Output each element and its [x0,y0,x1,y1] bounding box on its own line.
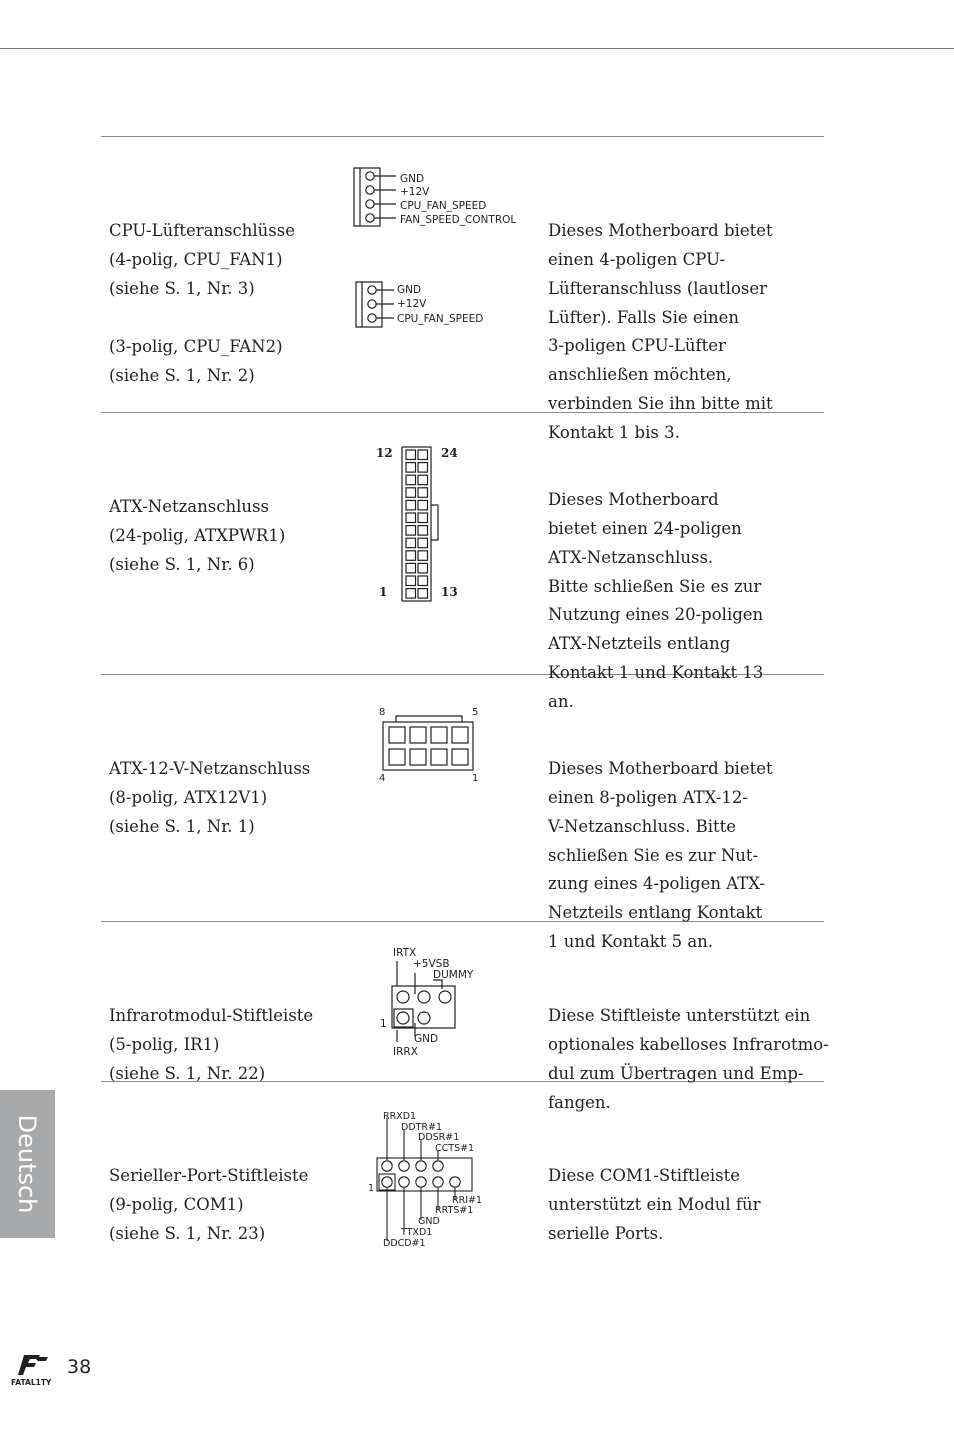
atx-pin-cell [418,500,428,510]
pin-label: +5VSB [413,958,450,970]
section-divider [101,136,824,137]
atx-pin-cell [406,538,416,548]
section-description: Dieses Motherboard bietet einen 4-poligen CPU- Lüfteranschluss (lautloser Lüfter). Falls Sie einen 3-poligen CPU-Lüfter anschließen möchten, verbinden Sie ihn bitte mit Kontakt 1 bis 3. [548,220,773,443]
atx-pin-cell [406,576,416,586]
logo-text: FATAL1TY [11,1378,52,1387]
pin-label: GND [414,1033,439,1045]
atx-pin-cell [406,589,416,599]
section-label-secondary: (3-polig, CPU_FAN2) (siehe S. 1, Nr. 2) [109,336,283,385]
pin-label: FAN_SPEED_CONTROL [400,214,517,226]
pin-label: DDCD#1 [383,1238,426,1249]
atx-pin-cell [418,450,428,460]
top-rule [0,48,954,49]
atx-pin-cell [406,488,416,498]
fatal1ty-logo [10,1353,62,1389]
pin-label: 1 [368,1183,375,1194]
pin-label: 1 [472,773,479,784]
pin-label: +12V [397,298,427,310]
section-description: Diese Stiftleiste unterstützt ein optionales kabelloses Infrarotmo- dul zum Übertragen und Emp- fangen. [548,1005,829,1112]
pin-label: IRRX [393,1046,418,1058]
pin-label: DDSR#1 [418,1132,460,1143]
side-tab-label: Deutsch [13,1114,41,1214]
pin-label: RRI#1 [452,1195,483,1206]
com1-header-diagram [366,1108,486,1250]
section-label: ATX-Netzanschluss (24-polig, ATXPWR1) (siehe S. 1, Nr. 6) [109,496,286,574]
section-description: Dieses Motherboard bietet einen 8-poligen ATX-12- V-Netzanschluss. Bitte schließen Sie es zur Nut- zung eines 4-poligen ATX- Netzteils entlang Kontakt 1 und Kontakt 5 an. [548,758,773,952]
cpu-fan-3pin-diagram [352,279,502,331]
pin-label: IRTX [393,947,417,959]
language-side-tab [0,1090,55,1238]
pin-label: RRTS#1 [435,1205,474,1216]
atx-pin-cell [406,513,416,523]
pin-label: CCTS#1 [435,1143,475,1154]
pin-label: 12 [376,446,393,460]
cpu-fan-4pin-diagram [350,164,520,230]
atx-pin-cell [418,513,428,523]
pin-label: 4 [379,773,386,784]
atx-pin-cell [418,589,428,599]
pin-label: 1 [379,585,388,599]
atx-pin-cell [418,551,428,561]
pin-label: TTXD1 [401,1227,433,1238]
section-description: Diese COM1-Stiftleiste unterstützt ein Modul für serielle Ports. [548,1165,761,1243]
pin-label: 5 [472,707,479,718]
atx-pin-cell [418,576,428,586]
section-label: ATX-12-V-Netzanschluss (8-polig, ATX12V1) (siehe S. 1, Nr. 1) [109,758,311,836]
pin-label: CPU_FAN_SPEED [400,200,487,212]
pin-label: RRXD1 [383,1111,417,1122]
atx-pin-cell [406,500,416,510]
atx-pin-cell [418,526,428,536]
pin-label: 13 [441,585,458,599]
page-number: 38 [67,1356,92,1378]
pin-label: DDTR#1 [401,1122,443,1133]
pin-label: CPU_FAN_SPEED [397,313,484,325]
section-description: Dieses Motherboard bietet einen 24-poligen ATX-Netzanschluss. Bitte schließen Sie es zur Nutzung eines 20-poligen ATX-Netzteils entlang Kontakt 1 und Kontakt 13 an. [548,489,764,712]
pin-label: 8 [379,707,386,718]
atx-pin-cell [406,551,416,561]
atx-pin-cell [406,526,416,536]
pin-label: GND [400,173,425,185]
pin-label: DUMMY [433,969,474,981]
atx-pin-cell [418,563,428,573]
atx-24pin-diagram [370,442,465,607]
section-label: Infrarotmodul-Stiftleiste (5-polig, IR1) (siehe S. 1, Nr. 22) [109,1005,314,1083]
atx-pin-cell [406,450,416,460]
atx-pin-cell [406,475,416,485]
section-label: Serieller-Port-Stiftleiste (9-polig, COM1) (siehe S. 1, Nr. 23) [109,1165,309,1243]
section-label: CPU-Lüfteranschlüsse (4-polig, CPU_FAN1) (siehe S. 1, Nr. 3) [109,220,296,298]
ir-header-diagram [372,944,492,1058]
pin-label: GND [418,1216,440,1227]
atx-pin-cell [406,563,416,573]
pin-label: +12V [400,186,430,198]
atx-pin-cell [418,463,428,473]
atx12v-8pin-diagram [372,702,484,786]
pin-label: GND [397,284,422,296]
atx-pin-cell [418,538,428,548]
atx-pin-cell [418,475,428,485]
pin-label: 1 [380,1018,387,1030]
atx-pin-cell [406,463,416,473]
atx-pin-cell [418,488,428,498]
pin-label: 24 [441,446,458,460]
